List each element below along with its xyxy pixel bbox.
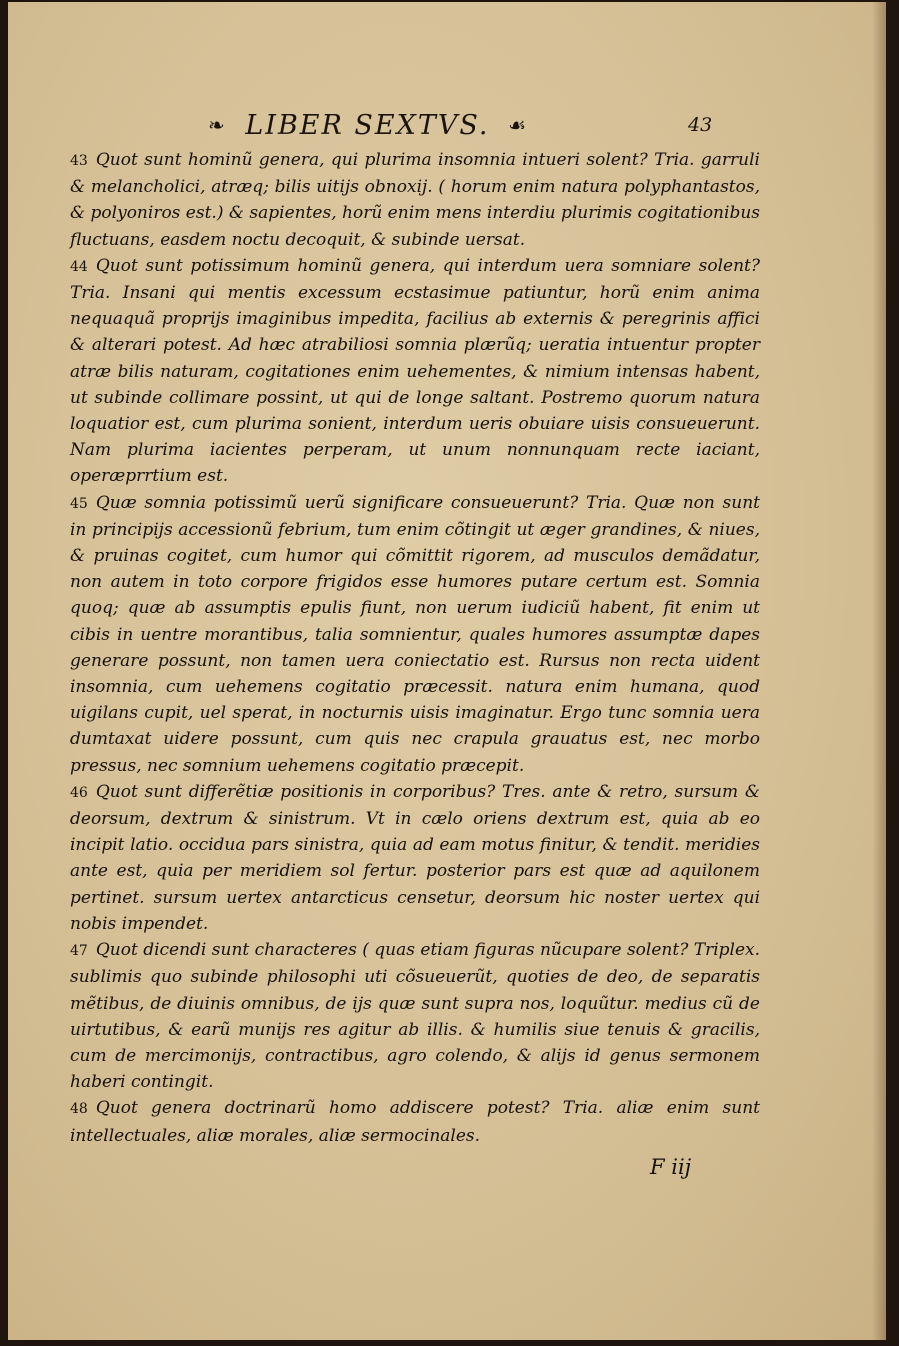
question-paragraph [70, 1095, 760, 1148]
question-number: 47 [70, 943, 88, 960]
question-paragraph [70, 490, 760, 779]
question-number: 43 [70, 153, 88, 169]
ornament-right-icon: ☙ [508, 113, 528, 137]
running-title: LIBER SEXTVS. [245, 110, 490, 141]
question-number: 45 [70, 495, 88, 512]
question-text: Quot sunt hominũ genera, qui plurima insomnia intueri solent? Tria. garruli & melancholici, atræq; bilis uitijs obnoxij. ( horum enim natura polyphantastos, & polyoniros est.) & sapientes, horũ enim mens interdiu plurimis cogitationibus fluctuans, easdem noctu decoquit, & subinde uersat. [70, 150, 760, 250]
signature-mark: F iij [650, 1155, 692, 1179]
page-gutter-shadow [872, 2, 886, 1340]
text-block [70, 147, 760, 1149]
question-number: 48 [70, 1101, 88, 1118]
question-paragraph [70, 779, 760, 937]
book-page [8, 2, 886, 1340]
question-text: Quot sunt potissimum hominũ genera, qui interdum uera somniare solent? Tria. Insani qui mentis excessum ecstasimue patiuntur, horũ enim anima nequaquã proprijs imaginibus impedita, facilius ab externis & peregrinis affici & alterari potest. Ad hæc atrabiliosi somnia plærũq; ueratia intuentur propter atræ bilis naturam, cogitationes enim uehementes, & nimium intensas habent, ut subinde collimare possint, ut qui de longe saltant. Postremo quorum natura loquatior est, cum plurima sonient, interdum ueris obuiare uisis consueuerunt. Nam plurima iacientes perperam, ut unum nonnunquam recte iaciant, operæprrtium est. [70, 255, 760, 487]
folio-number: 43 [688, 114, 713, 136]
ornament-left-icon: ❧ [208, 113, 227, 137]
question-text: Quæ somnia potissimũ uerũ significare consueuerunt? Tria. Quæ non sunt in principijs accessionũ febrium, tum enim cõtingit ut æger grandines, & niues, & pruinas cogitet, cum humor qui cõmittit rigorem, ad musculos demãdatur, non autem in toto corpore frigidos esse humores putare certum est. Somnia quoq; quæ ab assumptis epulis fiunt, non uerum iudiciũ habent, fit enim ut cibis in uentre morantibus, talia somnientur, quales humores assumptæ dapes generare possunt, non tamen uera coniectatio est. Rursus non recta uident insomnia, cum uehemens cogitatio præcessit. natura enim humana, quod uigilans cupit, uel sperat, in nocturnis uisis imaginatur. Ergo tunc somnia uera dumtaxat uidere possunt, cum quis nec crapula grauatus est, nec morbo pressus, nec somnium uehemens cogitatio præcepit. [70, 492, 760, 776]
question-number: 46 [70, 784, 88, 801]
question-paragraph [70, 253, 760, 490]
question-paragraph [70, 147, 760, 253]
question-paragraph [70, 937, 760, 1095]
question-text: Quot sunt differẽtiæ positionis in corporibus? Tres. ante & retro, sursum & deorsum, dextrum & sinistrum. Vt in cælo oriens dextrum est, quia ab eo incipit latio. occidua pars sinistra, quia ad eam motus finitur, & tendit. meridies ante est, quia per meridiem sol fertur. posterior pars est quæ ad aquilonem pertinet. sursum uertex antarcticus censetur, deorsum hic noster uertex qui nobis impendet. [70, 781, 760, 934]
question-number: 44 [70, 258, 88, 275]
question-text: Quot genera doctrinarũ homo addiscere potest? Tria. aliæ enim sunt intellectuales, aliæ morales, aliæ sermocinales. [70, 1098, 760, 1146]
running-header [208, 110, 768, 144]
question-text: Quot dicendi sunt characteres ( quas etiam figuras nũcupare solent? Triplex. sublimis quo subinde philosophi uti cõsueuerũt, quoties de deo, de separatis mẽtibus, de diuinis omnibus, de ijs quæ sunt supra nos, loquũtur. medius cũ de uirtutibus, & earũ munijs res agitur ab illis. & humilis siue tenuis & gracilis, cum de mercimonijs, contractibus, agro colendo, & alijs id genus sermonem haberi contingit. [70, 940, 760, 1093]
